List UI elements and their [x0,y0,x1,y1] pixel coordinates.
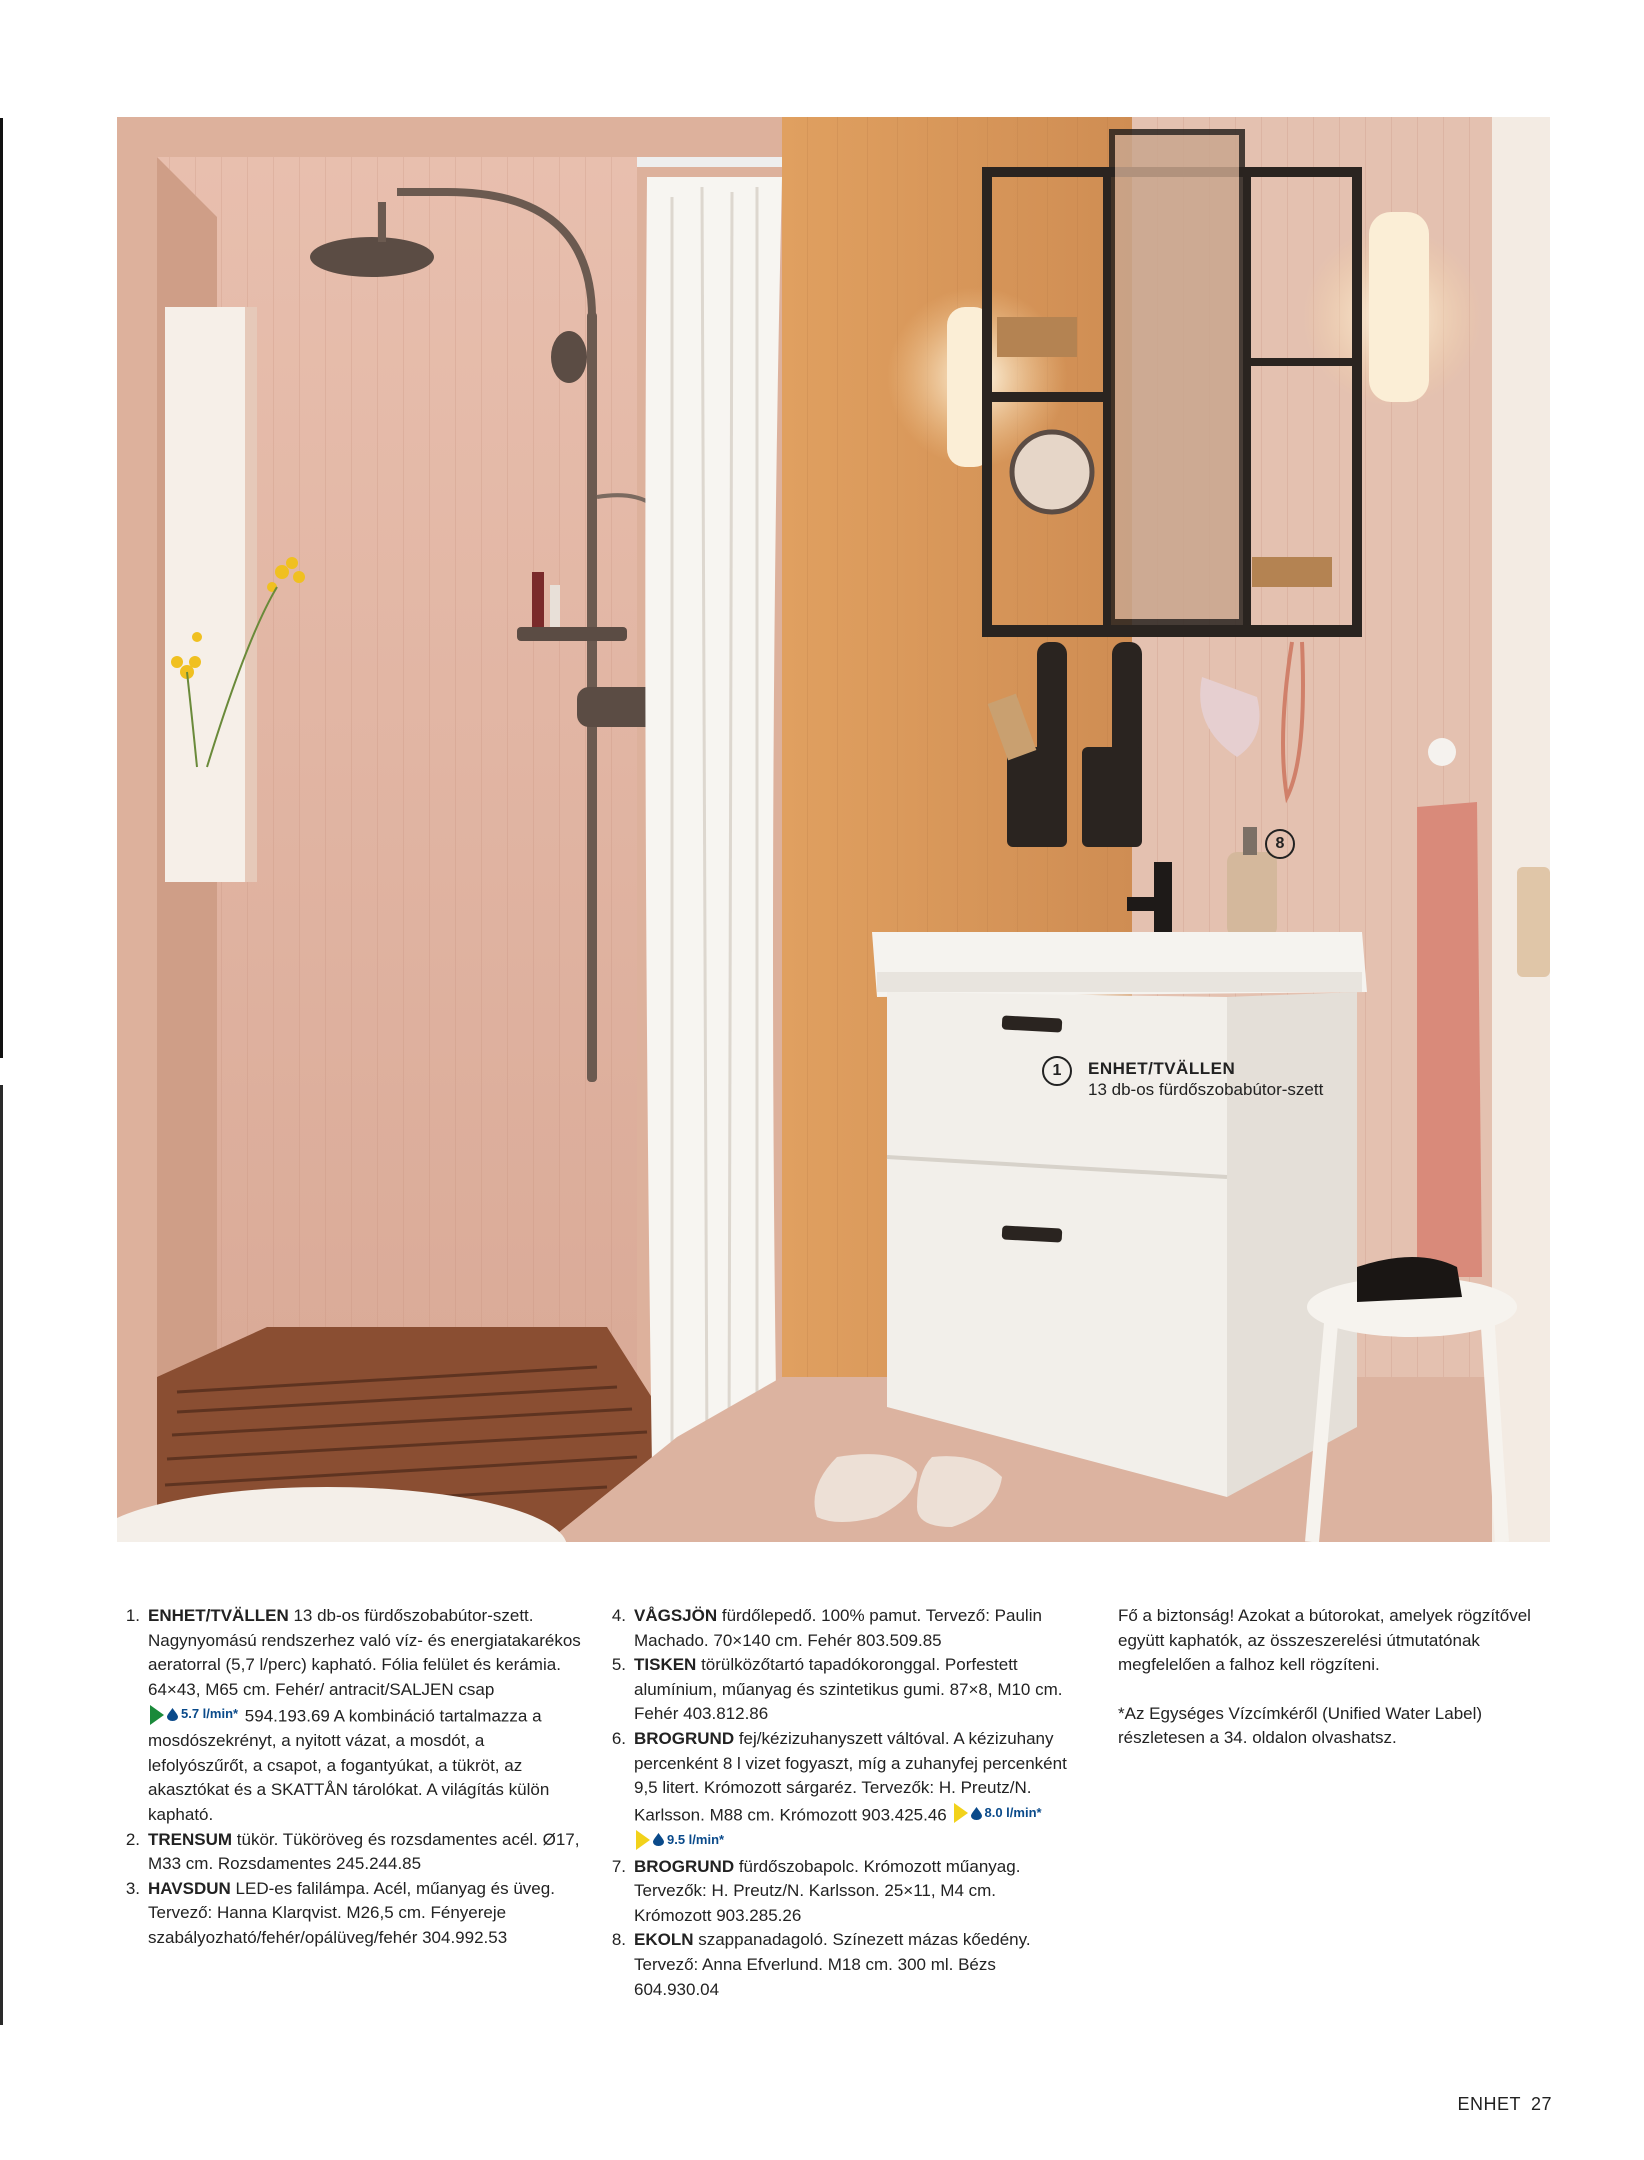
water-label-value: 5.7 l/min* [181,1706,239,1722]
product-item [604,1928,1074,2002]
item-number: 7. [611,1856,626,1876]
water-label [954,1801,1042,1826]
product-name: ENHET/TVÄLLEN [148,1606,289,1625]
water-label [636,1828,724,1853]
water-drop-icon [167,1708,178,1721]
product-text: fej/kézizuhanyszett váltóval. A kézizuhany percenként 8 l vizet fogyaszt, míg a zuhanyfej percenként 9,5 litert. Krómozott sárgaréz. Tervezők: H. Preutz/N. Karlsson. M88 cm. Krómozott 903.425.46 [634,1728,1067,1825]
product-text: fürdőlepedő. 100% pamut. Tervező: Paulin Machado. 70×140 cm. Fehér 803.509.85 [634,1606,1042,1650]
item-number: 6. [611,1728,626,1748]
product-name: EKOLN [634,1930,694,1950]
callout-number: 8 [1265,829,1295,859]
product-item [118,1877,588,1951]
item-number: 8. [611,1930,626,1950]
water-drop-icon [971,1807,982,1820]
product-text: 594.193.69 A kombináció tartalmazza a mosdószekrényt, a nyitott vázat, a mosdót, a lefolyószűrőt, a csapot, a fogantyúkat, a tükröt, az akasztókat és a SKATTÅN tárolókat. A világítás külön kapható. [148,1706,550,1825]
product-item [118,1604,588,1828]
product-item [604,1855,1074,1929]
water-label-yellow-icon [636,1830,650,1850]
notes-column [1118,1604,1538,1775]
item-number: 3. [125,1878,140,1898]
item-number: 1. [125,1606,140,1625]
water-label-value: 9.5 l/min* [667,1831,725,1847]
product-name: TRENSUM [148,1829,233,1849]
product-list-col-2 [604,1604,1074,2002]
section-name: ENHET [1457,2094,1521,2114]
page-edge-mark [0,118,3,1058]
product-name: BROGRUND [634,1728,735,1748]
product-name: HAVSDUN [148,1878,231,1898]
water-label [150,1702,238,1727]
page-edge-mark [0,1085,3,2025]
item-number: 4. [611,1606,626,1625]
bathroom-photo [117,117,1550,1542]
safety-note: Fő a biztonság! Azokat a bútorokat, amelyek rögzítővel együtt kaphatók, az összeszerelési útmutatónak megfelelően a falhoz kell rögzíteni. [1118,1606,1531,1675]
product-text: LED-es falilámpa. Acél, műanyag és üveg. Tervező: Hanna Klarqvist. M26,5 cm. Fényereje szabályozható/fehér/opálüveg/fehér 304.992.53 [148,1878,555,1948]
callout-product-name: ENHET/TVÄLLEN [1088,1059,1236,1078]
product-text: szappanadagoló. Színezett mázas kőedény. Tervező: Anna Efverlund. M18 cm. 300 ml. Bézs 604.930.04 [634,1930,1031,1999]
item-number: 5. [611,1655,626,1675]
water-label-value: 8.0 l/min* [984,1804,1042,1820]
product-list-col-1 [118,1604,588,1951]
water-label-green-icon [150,1705,164,1725]
callout-product-desc: 13 db-os fürdőszobabútor-szett [1088,1080,1324,1099]
product-item [604,1653,1074,1727]
water-label-yellow-icon [954,1803,968,1823]
callout-label [1088,1058,1323,1100]
water-drop-icon [653,1833,664,1846]
product-text: törülközőtartó tapadókoronggal. Porfestett alumínium, műanyag és szintetikus gumi. 87×8, M10 cm. Fehér 403.812.86 [634,1655,1063,1724]
product-name: VÅGSJÖN [634,1606,718,1625]
page-footer [1457,2094,1552,2115]
page-number: 27 [1530,2094,1552,2114]
product-name: BROGRUND [634,1856,735,1876]
water-label-note: *Az Egységes Vízcímkéről (Unified Water Label) részletesen a 34. oldalon olvashatsz. [1118,1703,1483,1748]
product-item [604,1727,1074,1855]
product-name: TISKEN [634,1655,697,1675]
product-text: 13 db-os fürdőszobabútor-szett. Nagynyomású rendszerhez való víz- és energiatakarékos aeratorral (5,7 l/perc) kapható. Fólia felület és kerámia. 64×43, M65 cm. Fehér/ antracit/SALJEN csap [148,1606,581,1699]
product-item [604,1604,1074,1653]
callout-number: 1 [1042,1056,1072,1086]
product-text: fürdőszobapolc. Krómozott műanyag. Tervezők: H. Preutz/N. Karlsson. 25×11, M4 cm. Krómozott 903.285.26 [634,1856,1021,1925]
item-number: 2. [125,1829,140,1849]
product-item [118,1828,588,1877]
product-text: tükör. Tüköröveg és rozsdamentes acél. Ø17, M33 cm. Rozsdamentes 245.244.85 [148,1829,580,1874]
